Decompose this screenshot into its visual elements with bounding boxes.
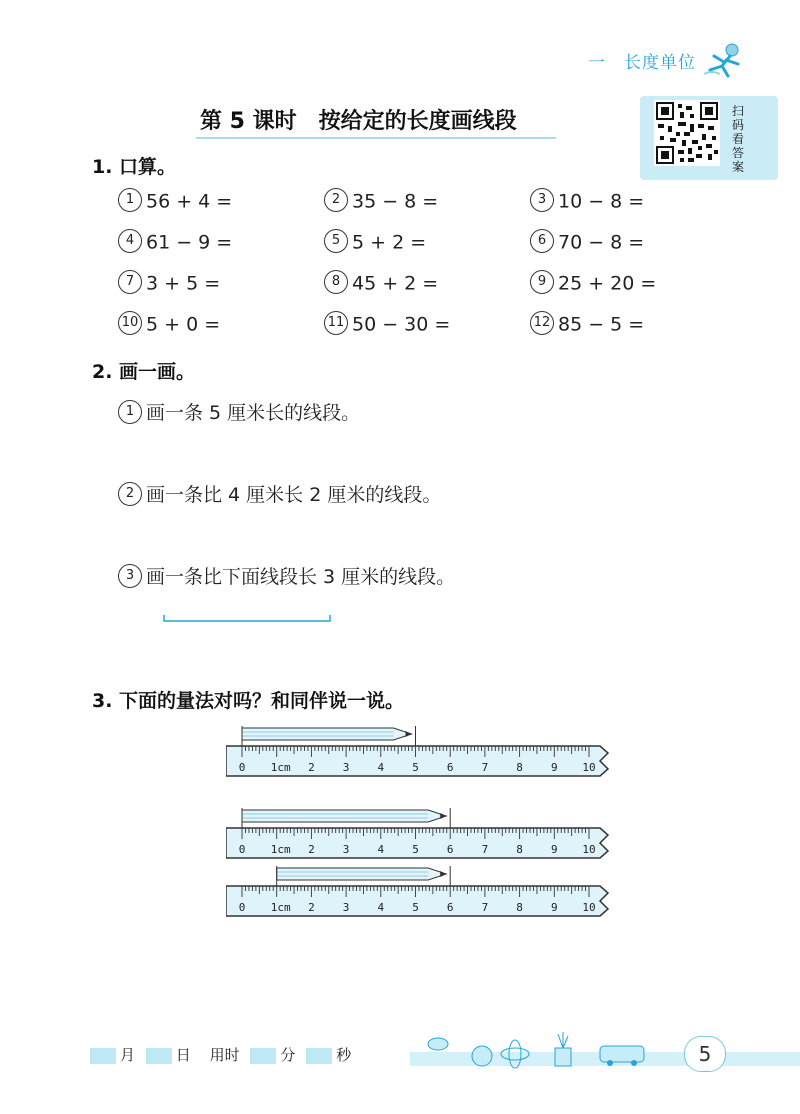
day-blank[interactable] (146, 1048, 172, 1064)
math-problem (118, 231, 232, 255)
task-number: 3 (118, 564, 142, 588)
problem-expression: 56 + 4 = (146, 190, 233, 213)
math-problem (118, 272, 220, 296)
section-1-title: 1. 口算。 (92, 156, 177, 178)
problem-number: 11 (324, 311, 348, 335)
time-used-label: 用时 (209, 1046, 240, 1064)
problem-expression: 3 + 5 = (146, 272, 221, 295)
ruler-label: 2 (308, 843, 315, 856)
time-record (90, 1044, 351, 1065)
ruler-figure-3 (226, 862, 610, 940)
problem-number: 5 (324, 229, 348, 253)
ruler-label: 8 (516, 843, 523, 856)
math-problem (324, 272, 438, 296)
task-text: 画一条比 4 厘米长 2 厘米的线段。 (146, 484, 442, 506)
pencil (277, 866, 451, 886)
problem-number: 4 (118, 229, 142, 253)
math-problem (530, 272, 656, 296)
task-text: 画一条比下面线段长 3 厘米的线段。 (146, 566, 456, 588)
math-problem (530, 231, 644, 255)
draw-task-3 (118, 562, 455, 590)
month-blank[interactable] (90, 1048, 116, 1064)
pencil (242, 808, 450, 828)
month-label: 月 (120, 1046, 136, 1064)
problem-number: 10 (118, 311, 142, 335)
problem-number: 9 (530, 270, 554, 294)
math-problem (118, 190, 232, 214)
ruler-label: 6 (446, 761, 454, 774)
problem-expression: 50 − 30 = (352, 313, 451, 336)
page-number: 5 (684, 1036, 726, 1072)
ruler-label: 2 (308, 761, 315, 774)
pencil (242, 726, 416, 746)
draw-task-1 (118, 398, 360, 426)
ruler-label: 8 (516, 761, 523, 774)
ruler-label: 8 (516, 901, 523, 914)
ruler-label: 9 (550, 843, 558, 856)
ruler-label: 7 (481, 761, 489, 774)
section-2-title: 2. 画一画。 (92, 361, 196, 383)
footer-decoration-icon (420, 1030, 670, 1070)
ruler-label: 3 (342, 901, 350, 914)
problem-expression: 10 − 8 = (558, 190, 645, 213)
problem-expression: 25 + 20 = (558, 272, 657, 295)
ruler-label: 7 (481, 901, 489, 914)
given-line-segment (163, 615, 331, 623)
ruler-label: 5 (412, 761, 419, 774)
seconds-blank[interactable] (306, 1048, 332, 1064)
minutes-label: 分 (280, 1046, 296, 1064)
ruler-label: 5 (412, 843, 419, 856)
problem-number: 7 (118, 270, 142, 294)
problem-number: 3 (530, 188, 554, 212)
problem-expression: 5 + 0 = (146, 313, 221, 336)
ruler-label: 6 (446, 843, 454, 856)
lesson-title: 第 5 课时 按给定的长度画线段 (200, 109, 517, 134)
problem-expression: 61 − 9 = (146, 231, 233, 254)
ruler-label: 10 (582, 901, 596, 914)
ruler-label: 1cm (270, 901, 291, 914)
problem-number: 2 (324, 188, 348, 212)
problem-number: 8 (324, 270, 348, 294)
scan-for-answers-label: 扫码看答案 (731, 104, 744, 174)
problem-expression: 5 + 2 = (352, 231, 427, 254)
ruler-label: 7 (481, 843, 489, 856)
ruler-label: 0 (238, 761, 246, 774)
ruler-label: 9 (550, 901, 558, 914)
task-text: 画一条 5 厘米长的线段。 (146, 402, 361, 424)
ruler-figure-1 (226, 722, 610, 800)
task-number: 1 (118, 400, 142, 424)
ruler-label: 5 (412, 901, 419, 914)
ruler-label: 0 (238, 901, 246, 914)
problem-number: 6 (530, 229, 554, 253)
task-number: 2 (118, 482, 142, 506)
ruler-label: 1cm (270, 843, 291, 856)
ruler-label: 2 (308, 901, 315, 914)
ruler-label: 4 (377, 901, 385, 914)
ruler-label: 3 (342, 761, 350, 774)
ruler-label: 3 (342, 843, 350, 856)
ruler-label: 6 (446, 901, 454, 914)
runner-mascot-icon (702, 40, 746, 80)
seconds-label: 秒 (336, 1046, 352, 1064)
draw-task-2 (118, 480, 441, 508)
ruler-label: 10 (582, 843, 596, 856)
problem-expression: 35 − 8 = (352, 190, 439, 213)
math-problem (530, 313, 644, 337)
math-problem (118, 313, 220, 337)
minutes-blank[interactable] (250, 1048, 276, 1064)
problem-number: 12 (530, 311, 554, 335)
qr-code-icon[interactable] (654, 100, 720, 166)
ruler-label: 9 (550, 761, 558, 774)
chapter-label: 一 长度单位 (588, 53, 696, 73)
ruler-label: 1cm (270, 761, 291, 774)
problem-number: 1 (118, 188, 142, 212)
math-problem (324, 313, 450, 337)
ruler-label: 4 (377, 843, 385, 856)
problem-expression: 45 + 2 = (352, 272, 439, 295)
ruler-label: 4 (377, 761, 385, 774)
section-3-title: 3. 下面的量法对吗？和同伴说一说。 (92, 690, 405, 712)
math-problem (324, 231, 426, 255)
problem-expression: 85 − 5 = (558, 313, 645, 336)
ruler-label: 0 (238, 843, 246, 856)
title-underline (196, 137, 556, 139)
problem-expression: 70 − 8 = (558, 231, 645, 254)
math-problem (530, 190, 644, 214)
math-problem (324, 190, 438, 214)
day-label: 日 (175, 1046, 191, 1064)
ruler-label: 10 (582, 761, 596, 774)
